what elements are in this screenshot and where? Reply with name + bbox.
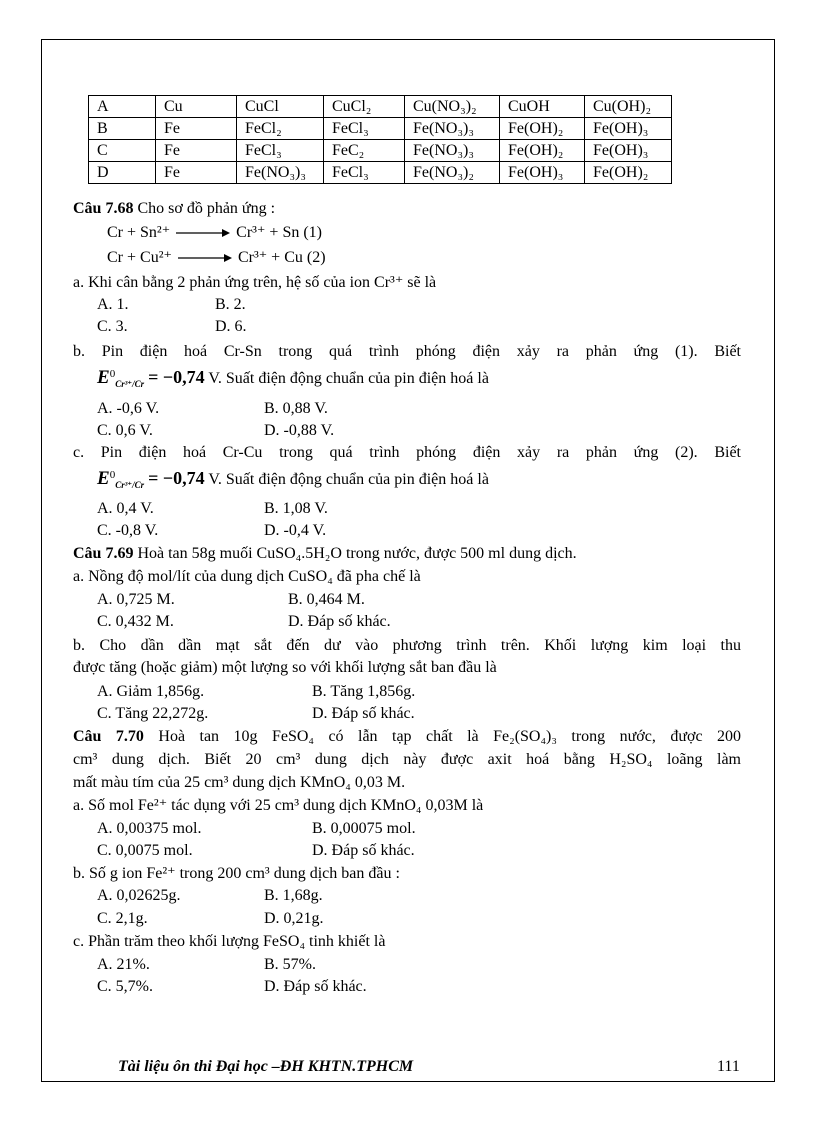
- standard-potential-formula: $E^0_{Cr^{3+}/Cr} = -0,74$ V. Suất điện động chuẩn của pin điện hoá là: [97, 468, 489, 490]
- table-cell: Fe(OH)₂: [585, 162, 672, 184]
- footer-title: Tài liệu ôn thi Đại học –ĐH KHTN.TPHCM: [118, 1058, 414, 1075]
- question-7-70-line2: cm³ dung dịch. Biết 20 cm³ dung dịch này được axit hoá bằng H₂SO₄ loãng làm: [73, 751, 741, 768]
- question-7-70-b: b. Số g ion Fe²⁺ trong 200 cm³ dung dịch ban đầu :: [73, 865, 400, 882]
- table-cell: Fe(OH)₃: [585, 118, 672, 140]
- option: C. Tăng 22,272g.: [97, 705, 209, 722]
- table-cell: Fe(OH)₂: [500, 140, 585, 162]
- option: C. 5,7%.: [97, 978, 153, 995]
- option: C. 0,6 V.: [97, 422, 153, 439]
- option: D. Đáp số khác.: [312, 705, 415, 722]
- question-7-68-c: c. Pin điện hoá Cr-Cu trong quá trình phóng điện xảy ra phản ứng (2). Biết: [73, 444, 741, 461]
- option: C. 2,1g.: [97, 910, 148, 927]
- option: D. Đáp số khác.: [312, 842, 415, 859]
- question-label: Câu 7.68: [73, 200, 134, 217]
- option: B. 57%.: [264, 956, 316, 973]
- answer-options-table: [88, 95, 672, 184]
- option: A. 0,725 M.: [97, 591, 175, 608]
- table-cell: Cu(NO₃)₂: [405, 96, 500, 118]
- option: B. 1,08 V.: [264, 500, 328, 517]
- question-7-70-a: a. Số mol Fe²⁺ tác dụng với 25 cm³ dung dịch KMnO₄ 0,03M là: [73, 797, 484, 814]
- option: A. 0,00375 mol.: [97, 820, 202, 837]
- option: B. 1,68g.: [264, 887, 323, 904]
- table-cell: Fe: [156, 162, 237, 184]
- question-label: Câu 7.70: [73, 728, 144, 745]
- table-cell: D: [89, 162, 156, 184]
- table-cell: Fe: [156, 140, 237, 162]
- option: A. 0,02625g.: [97, 887, 181, 904]
- option: B. 0,88 V.: [264, 400, 328, 417]
- question-7-69-b: b. Cho dần dần mạt sắt đến dư vào phương trình trên. Khối lượng kim loại thu: [73, 637, 741, 654]
- option: A. 21%.: [97, 956, 150, 973]
- option: A. 0,4 V.: [97, 500, 154, 517]
- option: C. 0,0075 mol.: [97, 842, 193, 859]
- table-cell: FeCl₃: [324, 162, 405, 184]
- table-row: [89, 118, 672, 140]
- table-cell: Fe(OH)₃: [585, 140, 672, 162]
- question-7-68-intro: Câu 7.68 Cho sơ đồ phản ứng :: [73, 200, 276, 217]
- reaction-1: Cr + Sn²⁺ Cr³⁺ + Sn (1): [107, 224, 322, 241]
- option: D. Đáp số khác.: [264, 978, 367, 995]
- table-cell: CuCl: [237, 96, 324, 118]
- question-7-69-b-cont: được tăng (hoặc giảm) một lượng so với khối lượng sắt ban đầu là: [73, 659, 497, 676]
- table-cell: Fe(NO₃)₃: [405, 118, 500, 140]
- table-cell: B: [89, 118, 156, 140]
- question-7-70-line3: mất màu tím của 25 cm³ dung dịch KMnO₄ 0,03 M.: [73, 774, 406, 791]
- option: C. 0,432 M.: [97, 613, 174, 630]
- option: A. 1.: [97, 296, 129, 313]
- question-7-68-a: a. Khi cân bằng 2 phản ứng trên, hệ số của ion Cr³⁺ sẽ là: [73, 274, 437, 291]
- option: B. 0,00075 mol.: [312, 820, 416, 837]
- table-cell: FeC₂: [324, 140, 405, 162]
- table-cell: Fe(OH)₂: [500, 118, 585, 140]
- table-row: [89, 162, 672, 184]
- table-cell: A: [89, 96, 156, 118]
- question-label: Câu 7.69: [73, 545, 134, 562]
- table-cell: Fe(NO₃)₂: [405, 162, 500, 184]
- table-row: [89, 96, 672, 118]
- option: D. -0,88 V.: [264, 422, 335, 439]
- reaction-2: Cr + Cu²⁺ Cr³⁺ + Cu (2): [107, 249, 326, 266]
- table-cell: Fe(OH)₃: [500, 162, 585, 184]
- option: D. Đáp số khác.: [288, 613, 391, 630]
- option: B. 0,464 M.: [288, 591, 365, 608]
- table-cell: CuCl₂: [324, 96, 405, 118]
- reaction-arrow-icon: [176, 252, 234, 264]
- option: B. Tăng 1,856g.: [312, 683, 416, 700]
- table-cell: FeCl₃: [324, 118, 405, 140]
- table-cell: CuOH: [500, 96, 585, 118]
- option: B. 2.: [215, 296, 246, 313]
- option: A. Giảm 1,856g.: [97, 683, 205, 700]
- option: A. -0,6 V.: [97, 400, 160, 417]
- question-7-69-a: a. Nồng độ mol/lít của dung dịch CuSO₄ đã pha chế là: [73, 568, 421, 585]
- standard-potential-formula: $E^0_{Cr^{3+}/Cr} = -0,74$ V. Suất điện động chuẩn của pin điện hoá là: [97, 367, 489, 389]
- table-cell: Fe: [156, 118, 237, 140]
- table-row: [89, 140, 672, 162]
- option: D. 0,21g.: [264, 910, 324, 927]
- option: D. -0,4 V.: [264, 522, 327, 539]
- option: C. -0,8 V.: [97, 522, 159, 539]
- question-7-68-b: b. Pin điện hoá Cr-Sn trong quá trình phóng điện xảy ra phản ứng (1). Biết: [73, 343, 741, 360]
- option: D. 6.: [215, 318, 247, 335]
- table-cell: Fe(NO₃)₃: [405, 140, 500, 162]
- table-cell: FeCl₂: [237, 118, 324, 140]
- reaction-arrow-icon: [174, 227, 232, 239]
- table-cell: Cu(OH)₂: [585, 96, 672, 118]
- option: C. 3.: [97, 318, 128, 335]
- table-cell: FeCl₃: [237, 140, 324, 162]
- question-7-70-c: c. Phần trăm theo khối lượng FeSO₄ tinh khiết là: [73, 933, 386, 950]
- table-cell: C: [89, 140, 156, 162]
- table-cell: Cu: [156, 96, 237, 118]
- question-7-69-intro: Câu 7.69 Hoà tan 58g muối CuSO₄.5H₂O trong nước, được 500 ml dung dịch.: [73, 545, 577, 562]
- page-number: 111: [717, 1058, 740, 1075]
- table-cell: Fe(NO₃)₃: [237, 162, 324, 184]
- question-7-70-intro: Câu 7.70 Hoà tan 10g FeSO₄ có lẫn tạp chất là Fe₂(SO₄)₃ trong nước, được 200: [73, 728, 742, 745]
